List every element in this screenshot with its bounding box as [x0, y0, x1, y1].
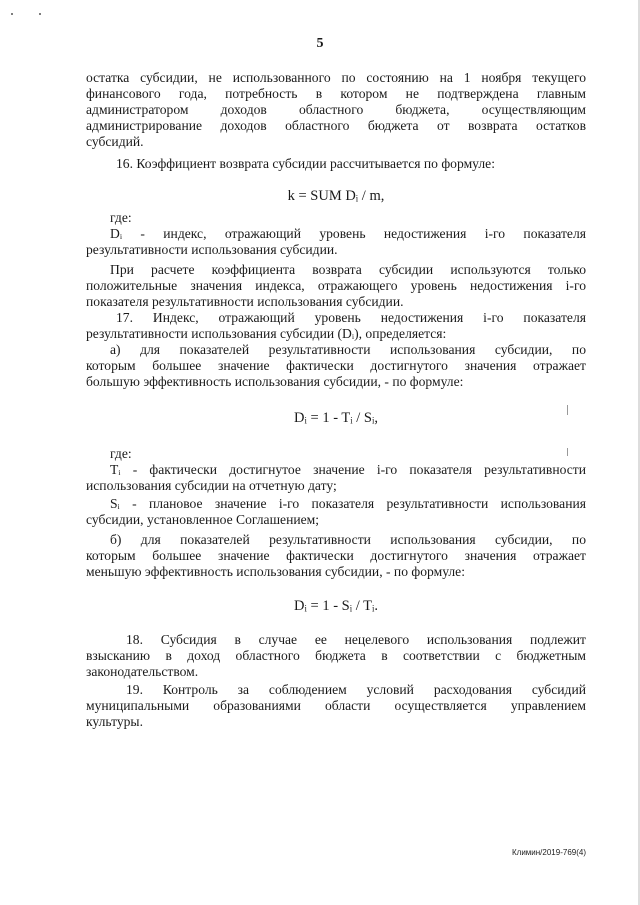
document-footer-code: Климин/2019-769(4): [512, 848, 586, 857]
formula-line: k = SUM Dᵢ / m,: [287, 188, 385, 204]
scan-dot: [39, 13, 41, 15]
text-line: б) для показателей результативности использования субсидии, по: [110, 532, 586, 547]
text-line: результативности использования субсидии.: [86, 242, 338, 257]
formula-line: Dᵢ = 1 - Tᵢ / Sᵢ,: [294, 410, 378, 426]
text-line: показателя результативности использования субсидии.: [86, 294, 404, 309]
text-line: субсидий.: [86, 134, 144, 149]
text-line: администратором доходов областного бюджета, осуществляющим: [86, 102, 586, 117]
text-line: 18. Субсидия в случае ее нецелевого использования подлежит: [126, 632, 586, 647]
text-line: большую эффективность использования субсидии, - по формуле:: [86, 374, 464, 389]
text-line: муниципальными образованиями области осуществляется управлением: [86, 698, 586, 713]
text-line: финансового года, потребность в котором не подтверждена главным: [86, 86, 586, 101]
text-line: 19. Контроль за соблюдением условий расходования субсидий: [126, 682, 586, 697]
text-line: субсидии, установленное Соглашением;: [86, 512, 320, 527]
scan-dot: [11, 13, 13, 15]
text-line: культуры.: [86, 714, 143, 729]
text-line: взысканию в доход областного бюджета в соответствии с бюджетным: [86, 648, 586, 663]
text-line: которым большее значение фактически достигнутого значения отражает: [86, 548, 586, 563]
text-line: Tᵢ - фактически достигнутое значение i-го показателя результативности: [110, 462, 586, 477]
text-line: Sᵢ - плановое значение i-го показателя результативности использования: [110, 496, 586, 511]
text-line: использования субсидии на отчетную дату;: [86, 478, 337, 493]
text-line: администрирование доходов областного бюджета от возврата остатков: [86, 118, 586, 133]
text-line: положительные значения индекса, отражающего уровень недостижения i-го: [86, 278, 586, 293]
text-line: где:: [110, 446, 132, 461]
text-line: меньшую эффективность использования субсидии, - по формуле:: [86, 564, 465, 579]
text-line: где:: [110, 210, 132, 225]
text-line: При расчете коэффициента возврата субсидии используются только: [110, 262, 586, 277]
page-number: 5: [316, 36, 324, 51]
text-line: результативности использования субсидии (Dᵢ), определяется:: [86, 326, 447, 341]
text-line: законодательством.: [86, 664, 199, 679]
text-line: которым большее значение фактически достигнутого значения отражает: [86, 358, 586, 373]
text-line: остатка субсидии, не использованного по состоянию на 1 ноября текущего: [86, 70, 586, 85]
text-line: Dᵢ - индекс, отражающий уровень недостижения i-го показателя: [110, 226, 586, 241]
text-line: 17. Индекс, отражающий уровень недостижения i-го показателя: [116, 310, 586, 325]
text-line: а) для показателей результативности использования субсидии, по: [110, 342, 586, 357]
text-line: 16. Коэффициент возврата субсидии рассчитывается по формуле:: [116, 156, 495, 171]
formula-line: Dᵢ = 1 - Sᵢ / Tᵢ.: [294, 598, 378, 614]
